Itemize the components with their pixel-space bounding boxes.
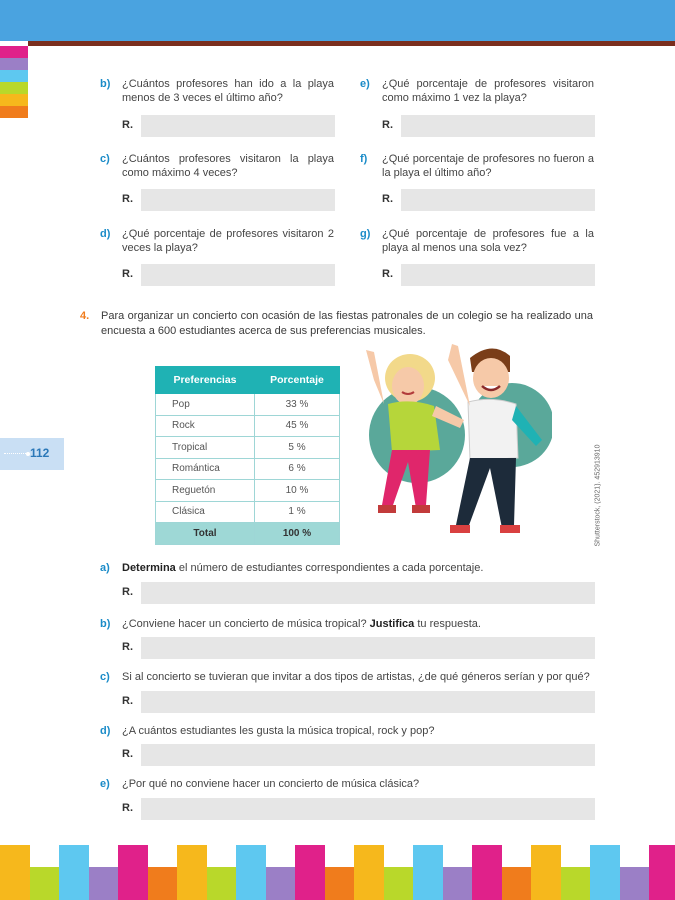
answer-field[interactable]	[141, 798, 595, 820]
answer-field[interactable]	[401, 189, 595, 211]
question-label: e)	[100, 778, 110, 790]
column-header: Porcentaje	[255, 367, 340, 394]
color-strip-segment	[502, 867, 532, 900]
answer-label: R.	[382, 268, 393, 280]
column-header: Preferencias	[156, 367, 255, 394]
decorative-color-strip	[0, 845, 675, 900]
table-total-row	[156, 523, 340, 545]
color-strip-segment	[384, 867, 414, 900]
top-banner	[0, 0, 675, 41]
question-text: Si al concierto se tuvieran que invitar a dos tipos de artistas, ¿de qué géneros serían y por qué?	[122, 671, 590, 683]
color-strip-segment	[30, 867, 60, 900]
question-keyword: Justifica	[369, 618, 415, 630]
color-strip-segment	[148, 867, 178, 900]
answer-field[interactable]	[141, 744, 595, 766]
color-strip-segment	[118, 845, 148, 900]
answer-field[interactable]	[141, 637, 595, 659]
question-text-part: el número de estudiantes correspondientes a cada porcentaje.	[175, 562, 484, 574]
answer-field[interactable]	[141, 115, 335, 137]
question-keyword: Determina	[122, 562, 176, 574]
table-row	[156, 415, 340, 437]
exercise-number: 4.	[80, 310, 90, 322]
page-number: 112	[30, 446, 50, 460]
question-text-part: ¿Conviene hacer un concierto de música tropical?	[122, 618, 370, 630]
genre-cell: Clásica	[156, 501, 255, 523]
genre-cell: Romántica	[156, 458, 255, 480]
question-text-part: tu respuesta.	[414, 618, 481, 630]
percent-cell: 6 %	[255, 458, 340, 480]
question-label: b)	[100, 618, 111, 630]
table-row	[156, 480, 340, 502]
percent-cell: 33 %	[255, 394, 340, 416]
color-strip-segment	[266, 867, 296, 900]
answer-label: R.	[122, 268, 133, 280]
question-label: d)	[100, 228, 111, 240]
color-strip-segment	[354, 845, 384, 900]
answer-field[interactable]	[401, 264, 595, 286]
color-strip-segment	[207, 867, 237, 900]
percent-cell: 1 %	[255, 501, 340, 523]
answer-field[interactable]	[141, 264, 335, 286]
question-text: ¿Por qué no conviene hacer un concierto de música clásica?	[122, 778, 420, 790]
color-tab-strip	[0, 46, 28, 118]
header-rule	[28, 41, 675, 46]
color-strip-segment	[177, 845, 207, 900]
color-strip-segment	[59, 845, 89, 900]
total-label: Total	[156, 523, 255, 545]
color-strip-segment	[443, 867, 473, 900]
answer-field[interactable]	[141, 582, 595, 604]
color-strip-segment	[531, 845, 561, 900]
preferences-table	[155, 366, 340, 545]
question-label: b)	[100, 78, 111, 90]
genre-cell: Rock	[156, 415, 255, 437]
color-strip-segment	[561, 867, 591, 900]
exercise-statement: Para organizar un concierto con ocasión de las fiestas patronales de un colegio se ha realizado una encuesta a 600 estudiantes acerca de sus preferencias musicales.	[101, 310, 593, 337]
percent-cell: 45 %	[255, 415, 340, 437]
question-text: ¿Qué porcentaje de profesores no fueron a la playa el último año?	[382, 153, 594, 179]
color-strip-segment	[590, 845, 620, 900]
color-strip-segment	[620, 867, 650, 900]
question-text: ¿Cuántos profesores han ido a la playa menos de 3 veces el último año?	[122, 78, 334, 104]
answer-label: R.	[122, 695, 133, 707]
dancing-students-illustration	[352, 340, 552, 545]
genre-cell: Pop	[156, 394, 255, 416]
color-strip-segment	[89, 867, 119, 900]
table-row	[156, 458, 340, 480]
question-text	[122, 561, 594, 575]
color-strip-segment	[295, 845, 325, 900]
color-strip-segment	[413, 845, 443, 900]
question-text: ¿Qué porcentaje de profesores visitaron 2 veces la playa?	[122, 228, 334, 254]
answer-label: R.	[122, 641, 133, 653]
question-label: c)	[100, 153, 110, 165]
total-value: 100 %	[255, 523, 340, 545]
question-text: ¿Qué porcentaje de profesores visitaron como máximo 1 vez la playa?	[382, 78, 594, 104]
table-row	[156, 394, 340, 416]
question-label: d)	[100, 725, 111, 737]
question-text: ¿Qué porcentaje de profesores fue a la playa al menos una sola vez?	[382, 228, 594, 254]
color-strip-segment	[649, 845, 675, 900]
page-number-tab	[0, 438, 64, 470]
question-label: a)	[100, 562, 110, 574]
answer-label: R.	[122, 193, 133, 205]
color-strip-segment	[236, 845, 266, 900]
answer-label: R.	[382, 119, 393, 131]
answer-label: R.	[122, 586, 133, 598]
table-row	[156, 501, 340, 523]
image-credit-text: Shutterstock, (2021). 452913910	[594, 444, 602, 547]
question-text	[122, 617, 594, 631]
color-strip-segment	[325, 867, 355, 900]
answer-label: R.	[122, 802, 133, 814]
question-label: f)	[360, 153, 368, 165]
question-label: g)	[360, 228, 371, 240]
percent-cell: 10 %	[255, 480, 340, 502]
percent-cell: 5 %	[255, 437, 340, 459]
answer-label: R.	[122, 119, 133, 131]
answer-label: R.	[122, 748, 133, 760]
question-text: ¿A cuántos estudiantes les gusta la música tropical, rock y pop?	[122, 725, 435, 737]
image-credit	[588, 440, 602, 550]
question-label: c)	[100, 671, 110, 683]
answer-field[interactable]	[141, 189, 335, 211]
answer-field[interactable]	[141, 691, 595, 713]
question-text: ¿Cuántos profesores visitaron la playa como máximo 4 veces?	[122, 153, 334, 179]
color-strip-segment	[0, 845, 30, 900]
genre-cell: Reguetón	[156, 480, 255, 502]
table-row	[156, 437, 340, 459]
answer-field[interactable]	[401, 115, 595, 137]
question-label: e)	[360, 78, 370, 90]
table-header-row	[156, 367, 340, 394]
genre-cell: Tropical	[156, 437, 255, 459]
color-strip-segment	[472, 845, 502, 900]
answer-label: R.	[382, 193, 393, 205]
